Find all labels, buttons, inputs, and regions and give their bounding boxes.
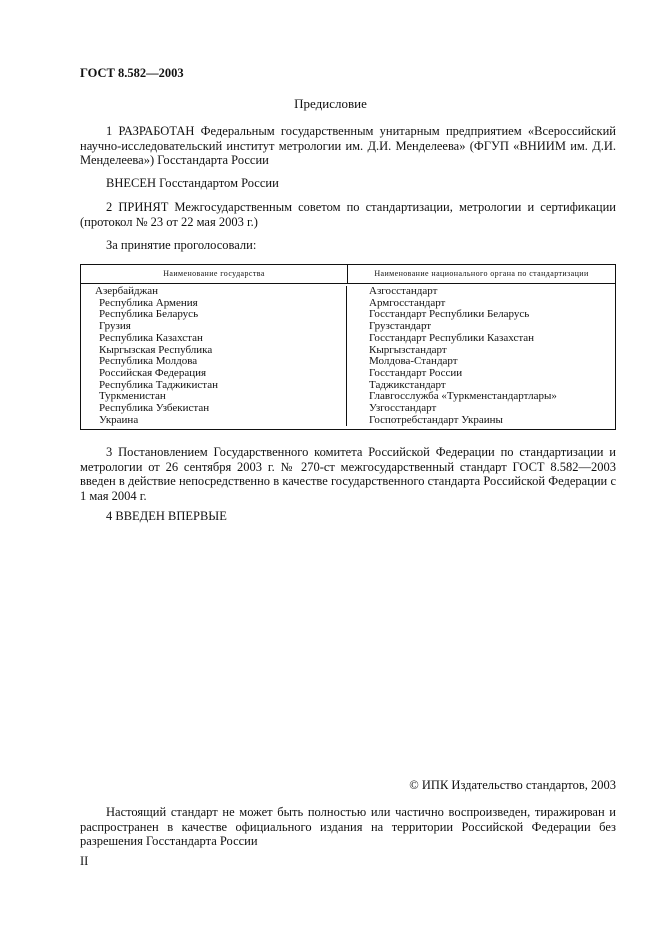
foreword-item-2: 2 ПРИНЯТ Межгосударственным советом по стандартизации, метрологии и сертификации (протокол № 23 от 22 мая 2003 г.) xyxy=(80,200,616,229)
voted-intro: За принятие проголосовали: xyxy=(106,238,257,252)
page-number: II xyxy=(80,854,89,868)
state-cell: Кыргызская Республика xyxy=(99,343,213,356)
voting-table xyxy=(80,264,616,430)
foreword-title: Предисловие xyxy=(294,96,367,111)
body-cell: Узгосстандарт xyxy=(369,402,437,415)
foreword-introduced: ВНЕСЕН Госстандартом России xyxy=(106,176,279,190)
reproduction-notice: Настоящий стандарт не может быть полностью или частично воспроизведен, тиражирован и распространен в качестве официального издания на территории Российской Федерации без разрешения Госстандарта России xyxy=(80,805,616,848)
body-cell: Госстандарт Республики Беларусь xyxy=(369,308,530,321)
state-cell: Республика Молдова xyxy=(99,355,198,368)
foreword-item-3: 3 Постановлением Государственного комитета Российской Федерации по стандартизации и метрологии от 26 сентября 2003 г. № 270-ст межгосударственный стандарт ГОСТ 8.582—2003 введен в действие непосредственно в качестве государственного стандарта Российской Федерации с 1 мая 2004 г. xyxy=(80,445,616,503)
state-cell: Республика Беларусь xyxy=(99,308,199,321)
copyright: © ИПК Издательство стандартов, 2003 xyxy=(409,778,616,792)
table-body xyxy=(81,284,615,429)
foreword-item-1: 1 РАЗРАБОТАН Федеральным государственным унитарным предприятием «Всероссийский научно-исследовательский институт метрологии им. Д.И. Менделеева» (ФГУП «ВНИИМ им. Д.И. Менделеева») Госстандарта России xyxy=(80,124,616,167)
state-cell: Республика Казахстан xyxy=(99,331,203,344)
body-cell: Кыргызстандарт xyxy=(369,343,447,356)
state-cell: Республика Узбекистан xyxy=(99,402,210,415)
body-cell: Госстандарт России xyxy=(369,366,463,379)
state-cell: Республика Армения xyxy=(99,296,198,309)
state-cell: Грузия xyxy=(99,320,131,333)
bodies-column xyxy=(347,286,615,426)
body-cell: Молдова-Стандарт xyxy=(369,355,458,368)
body-cell: Таджикстандарт xyxy=(369,378,446,391)
table-header xyxy=(81,265,615,284)
body-cell: Азгосстандарт xyxy=(369,285,438,297)
body-cell: Госпотребстандарт Украины xyxy=(369,413,503,426)
standard-code: ГОСТ 8.582—2003 xyxy=(80,66,184,80)
state-cell: Республика Таджикистан xyxy=(99,378,218,391)
body-cell: Армгосстандарт xyxy=(369,296,446,309)
header-body: Наименование национального органа по стандартизации xyxy=(374,269,589,278)
header-state: Наименование государства xyxy=(81,265,348,283)
body-cell: Главгосслужба «Туркменстандартлары» xyxy=(369,390,557,403)
body-cell: Госстандарт Республики Казахстан xyxy=(369,331,535,344)
foreword-item-4: 4 ВВЕДЕН ВПЕРВЫЕ xyxy=(106,509,227,523)
state-cell: Азербайджан xyxy=(95,285,159,297)
state-cell: Российская Федерация xyxy=(99,366,207,379)
state-cell: Украина xyxy=(99,413,139,426)
body-cell: Грузстандарт xyxy=(369,320,432,333)
state-cell: Туркменистан xyxy=(99,390,166,403)
states-column xyxy=(81,286,347,426)
